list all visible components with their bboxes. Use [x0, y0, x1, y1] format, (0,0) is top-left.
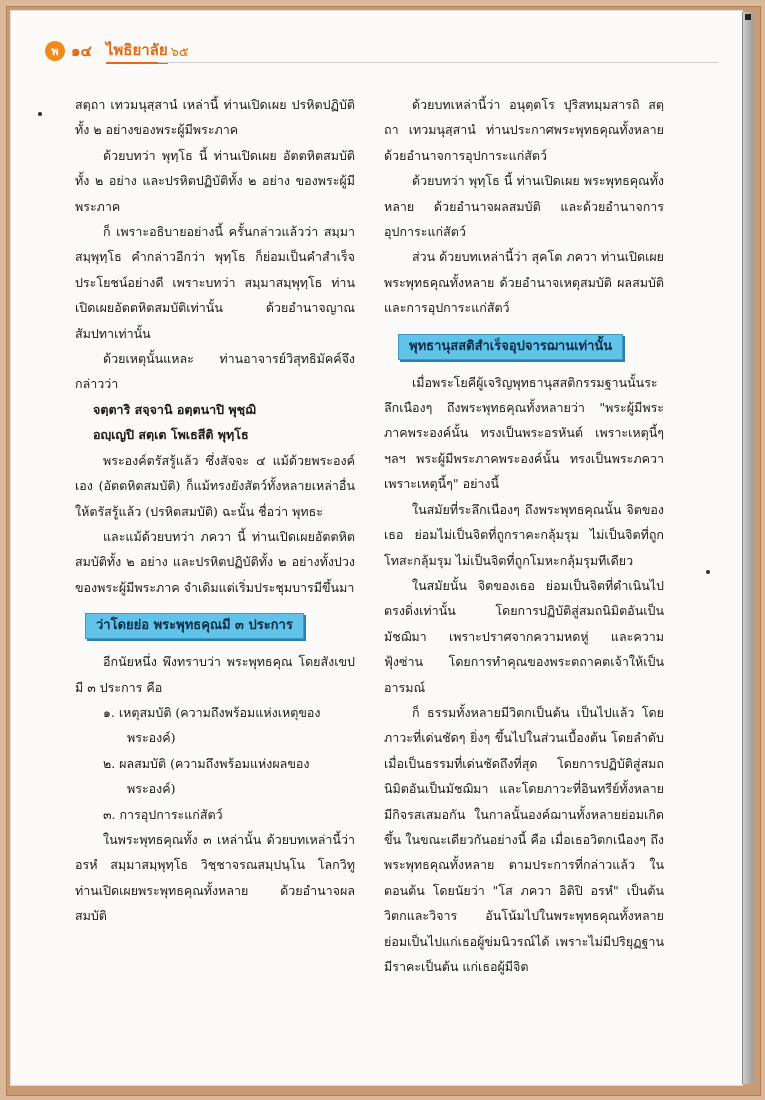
left-column — [75, 92, 355, 929]
list-item-continuation: พระองค์) — [127, 781, 176, 797]
paragraph: สตฺถา เทวมนุสฺสานํ เหล่านี้ ท่านเปิดเผย ปรหิตปฏิบัติทั้ง ๒ อย่างของพระผู้มีพระภาค — [75, 97, 355, 138]
paragraph: ด้วยบทเหล่านี้ว่า อนุตฺตโร ปุริสทมฺมสารถิ สตฺถา เทวมนุสฺสานํ ท่านประกาศพระพุทธคุณทั้งหลาย ด้วยอำนาจการอุปการะแก่สัตว์ — [384, 97, 664, 163]
paragraph: ส่วน ด้วยบทเหล่านี้ว่า สุคโต ภควา ท่านเปิดเผยพระพุทธคุณทั้งหลาย ด้วยอำนาจเหตุสมบัติ ผลสมบัติ และการอุปการะแก่สัตว์ — [384, 249, 665, 316]
paragraph: ด้วยเหตุนั้นแหละ ท่านอาจารย์วิสุทธิมัคค์จึงกล่าวว่า — [75, 351, 355, 392]
paragraph: ก็ ธรรมทั้งหลายมีวิตกเป็นต้น เป็นไปแล้ว โดยภาวะที่เด่นชัดๆ ยิ่งๆ ขึ้นไปในส่วนเบื้องต้น โดยลำดับ เมื่อเป็นธรรมที่เด่นชัดถึงที่สุด โดยการปฏิบัติสู่สมถนิมิตอันเป็นมัชฌิมา และโดยภาวะที่อินทรีย์ทั้งหลายมีกิจรสเสมอกัน ในกาลนั้นองค์ฌานทั้งหลายย่อมเกิดขึ้น ในขณะเดียวกันอย่างนี้ คือ เมื่อเธอวิตกเนืองๆ ถึงพระพุทธคุณทั้งหลาย ตามประการที่กล่าวแล้ว ในตอนต้น โดยนัยว่า "โส ภควา อิติปิ อรหํ" เป็นต้น วิตกและวิจาร อันโน้มไปในพระพุทธคุณทั้งหลาย ย่อมเป็นไปแก่เธอผู้ข่มนิวรณ์ได้ เพราะไม่มีปริยุฏฐาน มีราคะเป็นต้น แก่เธอผู้มีจิต — [384, 704, 664, 974]
magazine-title: ไพธิยาลัย — [106, 38, 168, 64]
paragraph: ในสมัยนั้น จิตของเธอ ย่อมเป็นจิตที่ดำเนินไปตรงดิ่งเท่านั้น โดยการปฏิบัติสู่สมถนิมิตอันเป็นมัชฌิมา เพราะปราศจากความหดหู่ และความฟุ้งซ่าน โดยการทำคุณของพระตถาคตเจ้าให้เป็นอารมณ์ — [384, 577, 664, 695]
paragraph: ด้วยบทว่า พุทฺโธ นี้ ท่านเปิดเผย อัตตหิตสมบัติทั้ง ๒ อย่าง และปรหิตปฏิบัติทั้ง ๒ อย่าง ของพระผู้มีพระภาค — [75, 147, 355, 214]
paragraph: ในพระพุทธคุณทั้ง ๓ เหล่านั้น ด้วยบทเหล่านี้ว่า อรหํ สมฺมาสมฺพุทฺโธ วิชฺชาจรณสมฺปนฺโน โลกวิทู ท่านเปิดเผยพระพุทธคุณทั้งหลาย ด้วยอำนาจผลสมบัติ — [75, 831, 355, 924]
paragraph: พระองค์ตรัสรู้แล้ว ซึ่งสัจจะ ๔ แม้ด้วยพระองค์เอง (อัตตหิตสมบัติ) ก็แม้ทรงยังสัตว์ทั้งหลายเหล่าอื่นให้ตรัสรู้แล้ว (ปรหิตสมบัติ) ฉะนั้น ชื่อว่า พุทธะ — [75, 452, 355, 519]
paragraph: ก็ เพราะอธิบายอย่างนี้ ครั้นกล่าวแล้วว่า สมฺมาสมฺพุทฺโธ คำกล่าวอีกว่า พุทฺโธ ก็ย่อมเป็นคำสำเร็จประโยชน์อย่างดี เพราะบทว่า สมฺมาสมฺพุทฺโธ ท่านเปิดเผยอัตตหิตสมบัติเท่านั้น ด้วยอำนาจญาณสัมปทาเท่านั้น — [75, 224, 355, 341]
paragraph: และแม้ด้วยบทว่า ภควา นี้ ท่านเปิดเผยอัตตหิตสมบัติทั้ง ๒ อย่าง และปรหิตปฏิบัติทั้ง ๒ อย่างทั้งปวงของพระผู้มีพระภาค จำเดิมแต่เริ่มประชุมบารมีขึ้นมา — [75, 528, 355, 595]
margin-dot — [706, 570, 710, 574]
list-item: ๒. ผลสมบัติ (ความถึงพร้อมแห่งผลของ — [103, 755, 310, 771]
paragraph: ด้วยบทว่า พุทฺโธ นี้ ท่านเปิดเผย พระพุทธคุณทั้งหลาย ด้วยอำนาจผลสมบัติ และด้วยอำนาจการอุปการะแก่สัตว์ — [384, 173, 664, 240]
paragraph: เมื่อพระโยคีผู้เจริญพุทธานุสสติกรรมฐานนั้นระลึกเนืองๆ ถึงพระพุทธคุณทั้งหลายว่า "พระผู้มีพระภาคพระองค์นั้น ทรงเป็นพระอรหันต์ เพราะเหตุนี้ๆ ฯลฯ พระผู้มีพระภาคพระองค์นั้น ทรงเป็นพระภควา เพราะเหตุนี้ๆ" อย่างนี้ — [384, 374, 664, 492]
list-item: ๑. เหตุสมบัติ (ความถึงพร้อมแห่งเหตุของ — [103, 704, 321, 720]
paragraph: ในสมัยที่ระลึกเนืองๆ ถึงพระพุทธคุณนั้น จิตของเธอ ย่อมไม่เป็นจิตที่ถูกราคะกลุ้มรุม ไม่เป็นจิตที่ถูกโทสะกลุ้มรุม ไม่เป็นจิตที่ถูกโมหะกลุ้มรุมทีเดียว — [384, 501, 664, 568]
section-heading: ว่าโดยย่อ พระพุทธคุณมี ๓ ประการ — [85, 613, 304, 639]
section-heading: พุทธานุสสติสำเร็จอุปจารฌานเท่านั้น — [398, 334, 623, 360]
page-header — [45, 40, 189, 62]
magazine-issue: ๖๕ — [170, 44, 189, 60]
pali-verse-line: อญฺเญปิ สตฺเต โพเธสีติ พุทฺโธ — [93, 427, 249, 443]
magazine-logo-icon: พ — [45, 41, 65, 61]
page-edge — [742, 12, 753, 1084]
pali-verse-line: จตฺตาริ สจฺจานิ อตฺตนาปิ พุชฺฌิ — [93, 401, 256, 417]
right-column — [384, 92, 664, 979]
page-number: ๑๔ — [71, 42, 92, 60]
margin-dot — [38, 112, 42, 116]
list-item-continuation: พระองค์) — [127, 730, 176, 746]
paragraph: อีกนัยหนึ่ง พึงทราบว่า พระพุทธคุณ โดยสังเขปมี ๓ ประการ คือ — [75, 654, 355, 695]
header-rule — [158, 62, 718, 63]
corner-mark — [745, 14, 751, 20]
list-item: ๓. การอุปการะแก่สัตว์ — [103, 806, 223, 822]
